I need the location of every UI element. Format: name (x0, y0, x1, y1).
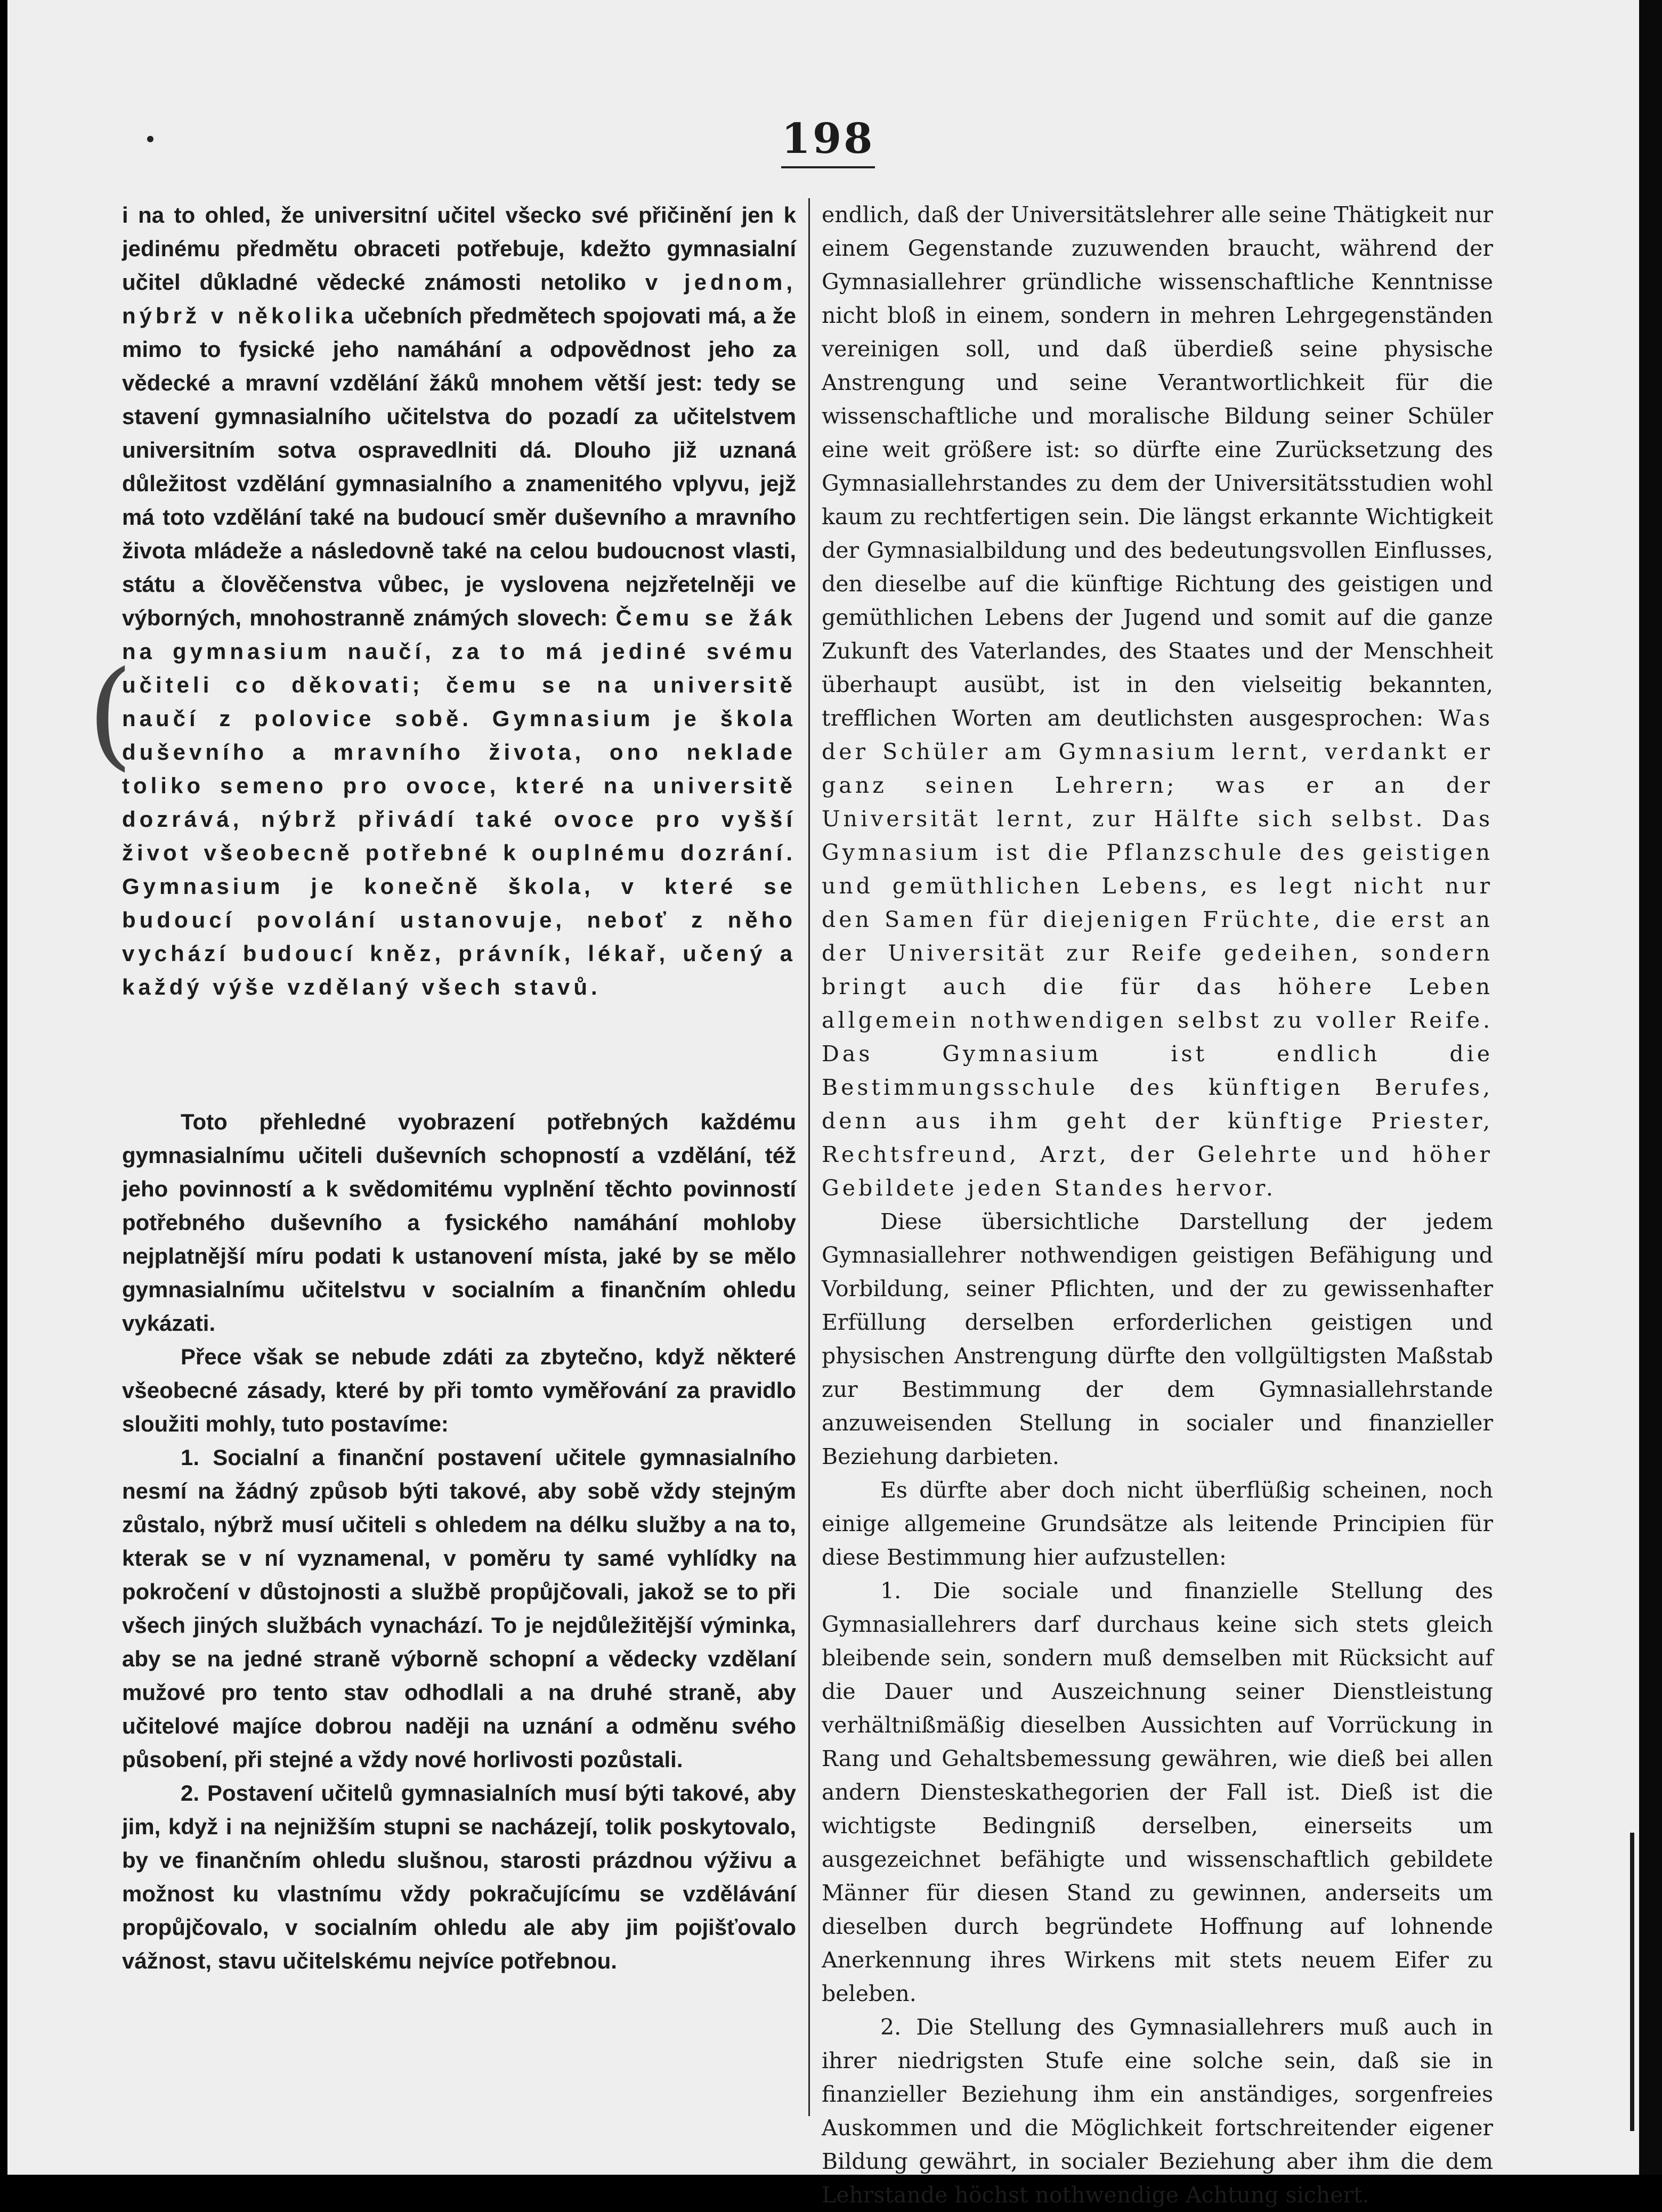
czech-quotation: Čemu se žák na gymnasium naučí, za to má jediné svému učiteli co děkovati; čemu se na universitě naučí z polovice sobě. Gymnasium je škola duševního a mravního života, ono neklade toliko semeno pro ovoce, které na universitě dozrává, nýbrž přivádí také ovoce pro vyšší život všeobecně potřebné k ouplnému dozrání. Gymnasium je konečně škola, v které se budoucí povolání ustanovuje, neboť z něho vychází budoucí kněz, právník, lékař, učený a každý výše vzdělaný všech stavů. (122, 605, 796, 999)
czech-paragraph-1 (122, 198, 796, 1004)
german-paragraph-1 (822, 198, 1493, 1205)
section-gap (122, 1004, 796, 1105)
german-column (822, 198, 1493, 2212)
scan-border (1639, 0, 1662, 2175)
german-quotation: Was der Schüler am Gymnasium lernt, verdankt er ganz seinen Lehrern; was er an der Universität lernt, zur Hälfte sich selbst. Das Gymnasium ist die Pflanzschule des geistigen und gemüthlichen Lebens, es legt nicht nur den Samen für diejenigen Früchte, die erst an der Universität zur Reife gedeihen, sondern bringt auch die für das höhere Leben allgemein nothwendigen selbst zu voller Reife. Das Gymnasium ist endlich die Bestimmungsschule des künftigen Berufes, denn aus ihm geht der künftige Priester, Rechtsfreund, Arzt, der Gelehrte und höher Gebildete jeden Standes hervor. (822, 705, 1493, 1201)
german-paragraph-2: Diese übersichtliche Darstellung der jedem Gymnasiallehrer nothwendigen geistigen Befähigung und Vorbildung, seiner Pflichten, und der zu gewissenhafter Erfüllung derselben erforderlichen geistigen und physischen Anstrengung dürfte den vollgültigsten Maßstab zur Bestimmung der dem Gymnasiallehrstande anzuweisenden Stellung in socialer und finanzieller Beziehung darbieten. (822, 1209, 1493, 1469)
page-number-rule (781, 166, 875, 168)
margin-dot (147, 136, 153, 142)
czech-paragraph-3: Přece však se nebude zdáti za zbytečno, když některé všeobecné zásady, které by při tomto vyměřování za pravidlo sloužiti mohly, tuto postavíme: (122, 1344, 796, 1436)
czech-paragraph-5: 2. Postavení učitelů gymnasialních musí býti takové, aby jim, když i na nejnižším stupni se nacházejí, tolik poskytovalo, by ve finančním ohledu slušnou, starosti prázdnou výživu a možnost ku vlastnímu vždy pokračujícímu se vzdělávání propůjčovalo, v socialním ohledu ale aby jim pojišťovalo vážnost, stavu učitelskému nejvíce potřebnou. (122, 1780, 796, 1973)
czech-paragraph-2: Toto přehledné vyobrazení potřebných každému gymnasialnímu učiteli duševních schopností a vzdělání, též jeho povinností a k svědomitému vyplnění těchto povinností potřebného duševního a fysického namáhání mohloby nejplatnější míru podati k ustanovení místa, jaké by se mělo gymnasialnímu učitelstvu v socialním a finančním ohledu vykázati. (122, 1109, 796, 1336)
czech-text: učebních předmětech spojovati má, a že mimo to fysické jeho namáhání a odpovědnost jeho za vědecké a mravní vzdělání žáků mnohem větší jest: tedy se stavení gymnasialního učitelstva do pozadí za učitelstvem universitním sotva ospravedlniti dá. Dlouho již uznaná důležitost vzdělání gymnasialního a znamenitého vplyvu, jejž má toto vzdělání také na budoucí směr duševního a mravního života mládeže a následovně také na celou budoucnost vlasti, státu a člověčenstva vůbec, je vyslovena nejzřetelněji ve výborných, mnohostranně známých slovech: (122, 303, 797, 630)
czech-column (122, 198, 796, 1978)
scanned-page (7, 0, 1639, 2208)
column-divider (808, 198, 810, 2116)
page-number: 198 (781, 115, 875, 163)
czech-spaced-text: v jednom, nýbrž v několika (122, 270, 796, 328)
margin-bracket-mark: ( (87, 646, 133, 782)
german-paragraph-3: Es dürfte aber doch nicht überflüßig scheinen, noch einige allgemeine Grundsätze als leitende Principien für diese Bestimmung hier aufzustellen: (822, 1477, 1493, 1570)
german-paragraph-4: 1. Die sociale und finanzielle Stellung des Gymnasiallehrers darf durchaus keine sich stets gleich bleibende sein, sondern muß demselben mit Rücksicht auf die Dauer und Auszeichnung seiner Dienstleistung verhältnißmäßig dieselben Aussichten auf Vorrückung in Rang und Gehaltsbemessung gewähren, wie dieß bei allen andern Diensteskathegorien der Fall ist. Dieß ist die wichtigste Bedingniß derselben, einerseits um ausgezeichnet befähigte und wissenschaftlich gebildete Männer für diesen Stand zu gewinnen, anderseits um dieselben durch begründete Hoffnung auf lohnende Anerkennung ihres Wirkens mit stets neuem Eifer zu beleben. (822, 1578, 1493, 2006)
scan-edge-bar (1630, 1833, 1634, 2131)
german-paragraph-5: 2. Die Stellung des Gymnasiallehrers muß auch in ihrer niedrigsten Stufe eine solche sein, daß sie in finanzieller Beziehung ihm ein anständiges, sorgenfreies Auskommen und die Möglichkeit fortschreitender eigener Bildung gewährt, in socialer Beziehung aber ihm die dem Lehrstande höchst nothwendige Achtung sichert. (822, 2014, 1493, 2208)
czech-text: i na to ohled, že universitní učitel všecko své přičinění jen k jedinému předmětu obraceti potřebuje, kdežto gymnasialní učitel důkladné vědecké známosti netoliko (122, 202, 796, 295)
german-text: endlich, daß der Universitätslehrer alle seine Thätigkeit nur einem Gegenstande zuzuwenden braucht, während der Gymnasiallehrer gründliche wissenschaftliche Kenntnisse nicht bloß in einem, sondern in mehren Lehrgegenständen vereinigen soll, und daß überdieß seine physische Anstrengung und seine Verantwortlichkeit für die wissenschaftliche und moralische Bildung seiner Schüler eine weit größere ist: so dürfte eine Zurücksetzung des Gymnasiallehrstandes zu dem der Universitätsstudien wohl kaum zu rechtfertigen sein. Die längst erkannte Wichtigkeit der Gymnasialbildung und des bedeutungsvollen Einflusses, den dieselbe auf die künftige Richtung des geistigen und gemüthlichen Lebens der Jugend und somit auf die ganze Zukunft des Vaterlandes, des Staates und der Menschheit überhaupt ausübt, ist in den vielseitig bekannten, trefflichen Worten am deutlichsten ausgesprochen: (822, 202, 1493, 731)
czech-paragraph-4: 1. Socialní a finanční postavení učitele gymnasialního nesmí na žádný způsob býti takové, aby sobě vždy stejným zůstalo, nýbrž musí učiteli s ohledem na délku služby a na to, kterak se v ní vyznamenal, v poměru ty samé vyhlídky na pokročení v důstojnosti a službě propůjčovali, jakož se to při všech jiných službách vynachází. To je nejdůležitější výminka, aby se na jedné straně výborně schopní a vědecky vzdělaní mužové pro tento stav odhodlali a na druhé straně, aby učitelové majíce dobrou naději na uznání a odměnu svého působení, při stejné a vždy nové horlivosti pozůstali. (122, 1445, 796, 1772)
